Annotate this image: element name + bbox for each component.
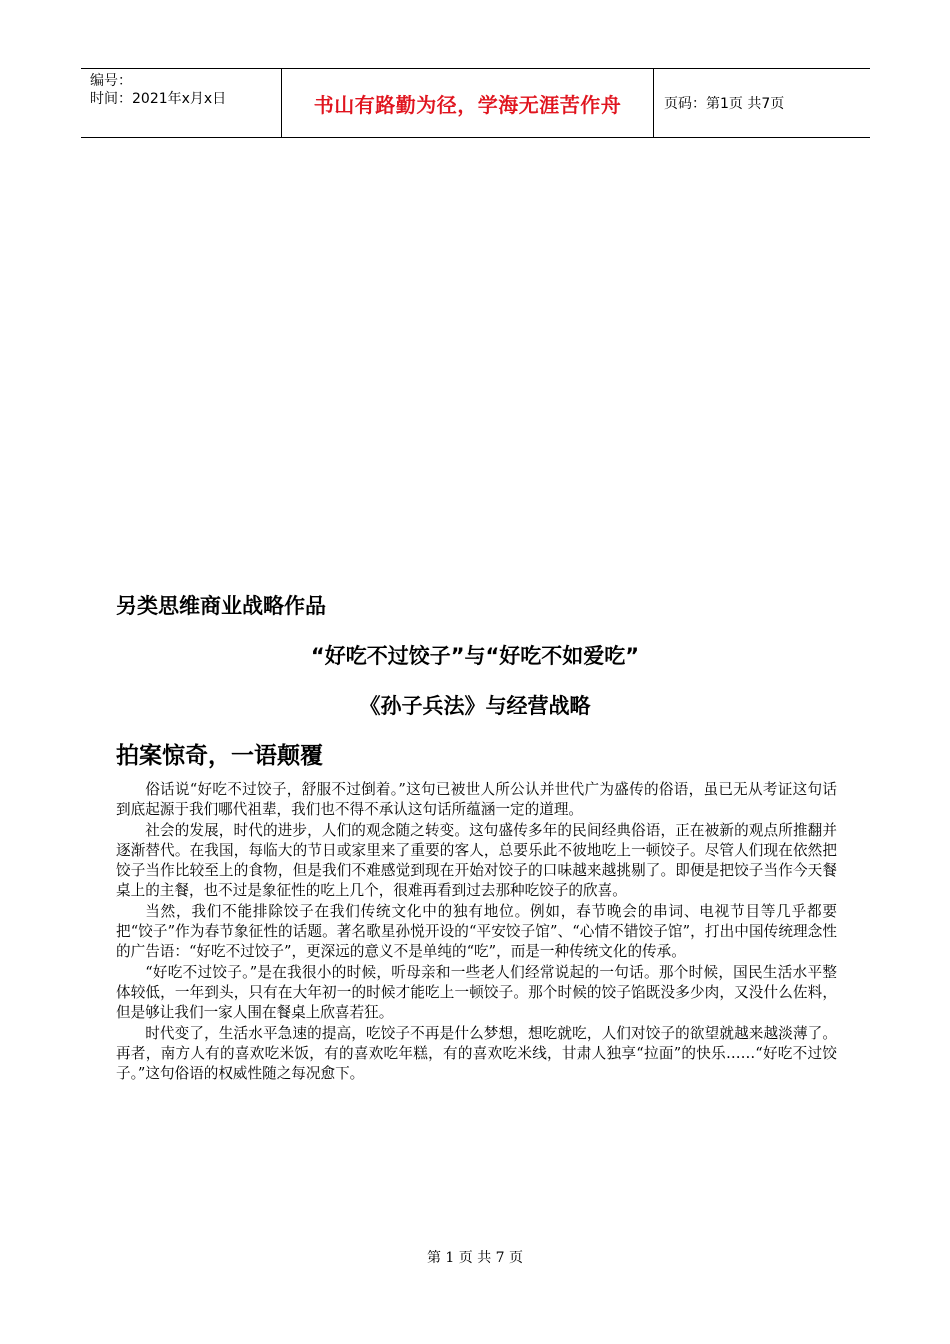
header-motto: 书山有路勤为径，学海无涯苦作舟 (281, 69, 654, 137)
body-paragraph: 当然，我们不能排除饺子在我们传统文化中的独有地位。例如，春节晚会的串词、电视节目等几乎都要把“饺子”作为春节象征性的话题。著名歌星孙悦开设的“平安饺子馆”、“心情不错饺子馆”，打出中国传统理念性的广告语：“好吃不过饺子”，更深远的意义不是单纯的“吃”，而是一种传统文化的传承。 (116, 902, 837, 961)
body-paragraph: “好吃不过饺子。”是在我很小的时候，听母亲和一些老人们经常说起的一句话。那个时候，国民生活水平整体较低，一年到头，只有在大年初一的时候才能吃上一顿饺子。那个时候的饺子馅既没多少肉，又没什么佐料，但是够让我们一家人围在餐桌上欣喜若狂。 (116, 963, 837, 1022)
page-header (81, 68, 870, 138)
document-body (116, 780, 837, 1084)
document-number-label: 编号： (90, 73, 132, 89)
document-subtitle: “好吃不过饺子”与“好吃不如爱吃” (310, 644, 640, 668)
header-page-info: 页码：第1页 共7页 (664, 96, 785, 112)
body-paragraph: 时代变了，生活水平急速的提高，吃饺子不再是什么梦想，想吃就吃，人们对饺子的欲望就越来越淡薄了。再者，南方人有的喜欢吃米饭，有的喜欢吃年糕，有的喜欢吃米线，甘肃人独享“拉面”的快乐……“好吃不过饺子。”这句俗语的权威性随之每况愈下。 (116, 1024, 837, 1083)
page-footer: 第 1 页 共 7 页 (426, 1250, 524, 1266)
document-subtitle-secondary: 《孙子兵法》与经营战略 (359, 694, 591, 718)
header-meta (81, 69, 281, 137)
body-paragraph: 社会的发展，时代的进步，人们的观念随之转变。这句盛传多年的民间经典俗语，正在被新的观点所推翻并逐渐替代。在我国，每临大的节日或家里来了重要的客人，总要乐此不彼地吃上一顿饺子。尽管人们现在依然把饺子当作比较至上的食物，但是我们不难感觉到现在开始对饺子的口味越来越挑剔了。即便是把饺子当作今天餐桌上的主餐，也不过是象征性的吃上几个，很难再看到过去那种吃饺子的欣喜。 (116, 821, 837, 900)
document-time-label: 时间：2021年x月x日 (90, 91, 227, 107)
section-heading: 拍案惊奇，一语颠覆 (116, 743, 323, 769)
body-paragraph: 俗话说“好吃不过饺子，舒服不过倒着。”这句已被世人所公认并世代广为盛传的俗语，虽已无从考证这句话到底起源于我们哪代祖辈，我们也不得不承认这句话所蕴涵一定的道理。 (116, 781, 837, 819)
document-title: 另类思维商业战略作品 (116, 594, 326, 618)
